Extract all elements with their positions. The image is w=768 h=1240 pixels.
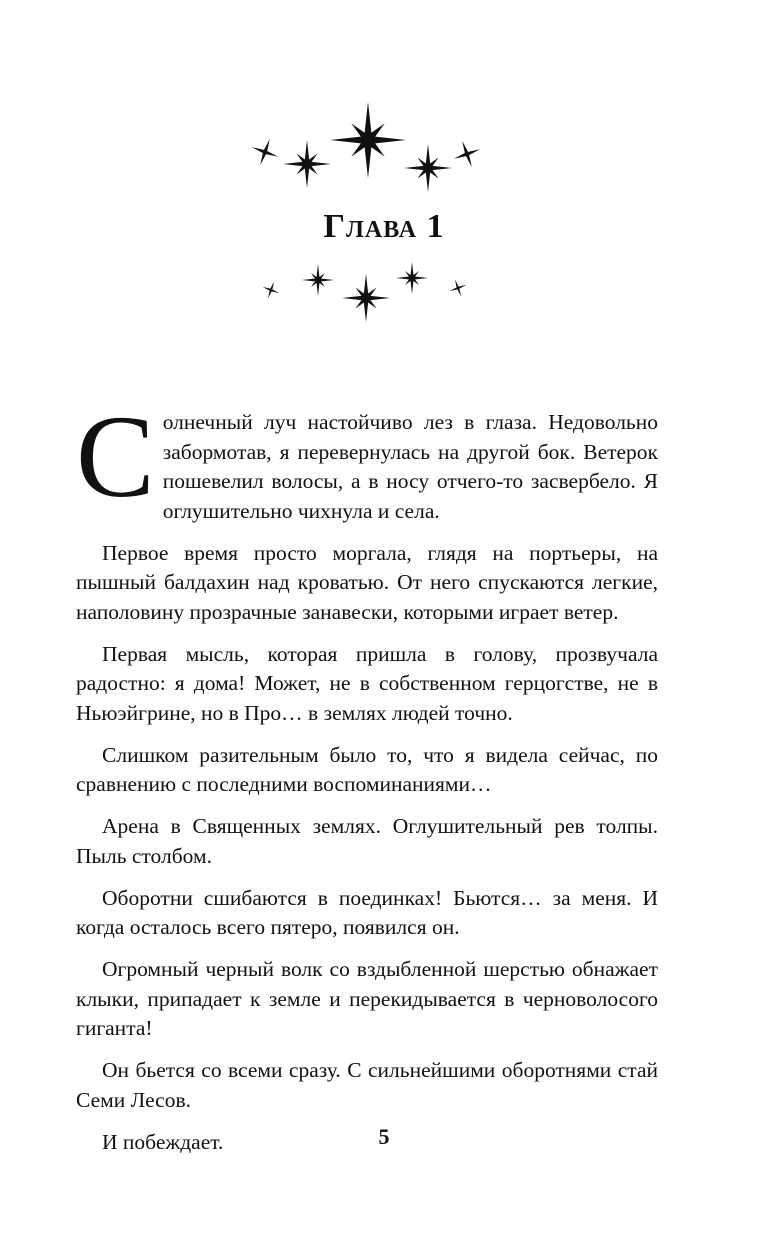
drop-cap: С <box>76 391 155 522</box>
paragraph: Слишком разительным было то, что я видела сейчас, по сравнению с последними воспоминаниями… <box>76 742 658 797</box>
star-icon <box>283 140 331 188</box>
paragraph: Оборотни сшибаются в поединках! Бьются… за меня. И когда осталось всего пятеро, появился он. <box>76 885 658 940</box>
paragraph: Он бьется со всеми сразу. С сильнейшими оборотнями стай Семи Лесов. <box>76 1058 658 1112</box>
paragraph: Арена в Священных землях. Оглушительный рев толпы. Пыль столбом. <box>76 814 658 868</box>
star-icon <box>302 264 334 296</box>
chapter-title: Глава 1 <box>323 208 445 245</box>
page-number: 5 <box>378 1124 390 1149</box>
star-icon <box>247 134 283 170</box>
paragraph: Огромный черный волк со вздыбленной шерстью обнажает клыки, припадает к земле и перекидывается в черноволосого гиганта! <box>76 957 658 1041</box>
star-icon <box>449 136 485 172</box>
paragraph: Первое время просто моргала, глядя на портьеры, на пышный балдахин над кроватью. От него спускаются легкие, наполовину прозрачные занавески, которыми играет ветер. <box>76 540 658 624</box>
body-text <box>76 391 658 1170</box>
paragraph <box>76 391 658 526</box>
star-ornaments <box>0 0 768 340</box>
star-icon <box>259 278 282 301</box>
star-icon <box>396 262 428 294</box>
bottom-star-cluster-icon <box>259 262 469 322</box>
star-icon <box>404 144 452 192</box>
star-icon <box>330 102 406 178</box>
star-icon <box>446 276 469 299</box>
paragraph-text: олнечный луч настойчиво лез в глаза. Недовольно забормотав, я перевернулась на другой бок. Ветерок пошевелил волосы, а в носу отчего-то засвербело. Я оглушительно чихнула и села. <box>162 410 658 523</box>
paragraph: Первая мысль, которая пришла в голову, прозвучала радостно: я дома! Может, не в собственном герцогстве, не в Ньюэйгрине, но в Про… в землях людей точно. <box>76 641 658 725</box>
top-star-cluster-icon <box>247 102 485 192</box>
star-icon <box>342 274 390 322</box>
paragraph: И побеждает. <box>102 1129 224 1154</box>
